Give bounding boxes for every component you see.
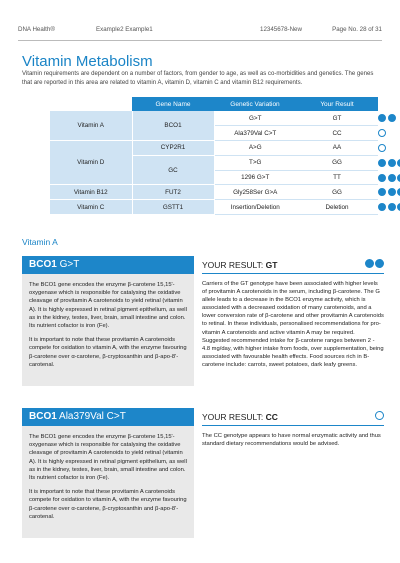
impact-dots	[378, 129, 386, 137]
col-header-gene-name: Gene Name	[132, 97, 214, 111]
table-row	[50, 185, 378, 200]
gene-summary-table: Gene Name Genetic Variation Your Result Gene Impact Vitamin A BCO1 G>T GT Ala379Val C>T CC Vitamin D CYP2R1 A>G AA GC T>G GG 1296 G>T TT Vitamin B12 FUT2 Gly258Ser G>A GG Vitamin C GSTT1 Insertion/Deletion Deletion	[50, 97, 378, 215]
vitamin-name-cell: Vitamin D	[50, 141, 132, 185]
genetic-variation-cell: 1296 G>T	[214, 170, 296, 185]
impact-dots	[378, 144, 386, 152]
result-cell: AA	[296, 141, 378, 156]
gene-name-cell: GSTT1	[132, 200, 214, 215]
result-cell: Deletion	[296, 200, 378, 215]
gene-bar	[22, 408, 194, 426]
genetic-variation-cell: Gly258Ser G>A	[214, 185, 296, 200]
gene-description	[22, 426, 194, 528]
gene-description-paragraph: The BCO1 gene encodes the enzyme β-carotene 15,15'-oxygenase which is responsible for catalysing the oxidative cleavage of provitamin A carotenoids to yield retinal (vitamin A). It is highly expressed in retinal pigment epithelium, as well as in the kidney, testes, liver, brain, small intestine and colon. Its nutrient cofactor is iron (Fe).	[29, 434, 187, 482]
result-panel	[202, 408, 384, 448]
result-genotype: GT	[265, 260, 278, 270]
impact-dot-icon	[378, 144, 386, 152]
impact-dot-icon	[375, 411, 384, 420]
result-cell: GG	[296, 185, 378, 200]
vitamin-name-cell: Vitamin B12	[50, 185, 132, 200]
gene-description-paragraph: It is important to note that these provitamin A carotenoids compete for oxidation to vitamin A, with the enzyme favouring β-carotene over α-carotene, β-cryptoxanthin and β-apo-8'-carotenal.	[29, 337, 187, 368]
impact-dots	[375, 411, 384, 420]
genetic-variation-cell: A>G	[214, 141, 296, 156]
impact-dots	[365, 259, 385, 268]
result-cell: TT	[296, 170, 378, 185]
gene-name-cell: GC	[132, 155, 214, 185]
result-bar	[202, 408, 384, 426]
gene-name: BCO1	[29, 259, 57, 270]
gene-description-panel	[22, 256, 194, 386]
gene-description-paragraph: It is important to note that these provitamin A carotenoids compete for oxidation to vitamin A, with the enzyme favouring β-carotene over α-carotene, β-cryptoxanthin and β-apo-8'-carotenal.	[29, 489, 187, 520]
impact-dots	[378, 203, 400, 211]
impact-dot-icon	[375, 259, 384, 268]
gene-name-cell: BCO1	[132, 111, 214, 141]
header-divider	[18, 40, 382, 41]
result-genotype: CC	[265, 412, 278, 422]
impact-dots	[378, 174, 400, 182]
impact-dot-icon	[388, 188, 396, 196]
result-cell: CC	[296, 126, 378, 141]
col-header-genetic-variation: Genetic Variation	[214, 97, 296, 111]
section-title: Vitamin A	[22, 237, 58, 247]
impact-dot-icon	[378, 174, 386, 182]
impact-dot-icon	[365, 259, 374, 268]
table-row	[50, 111, 378, 126]
impact-dot-icon	[378, 129, 386, 137]
result-bar	[202, 256, 384, 274]
impact-dot-icon	[388, 159, 396, 167]
gene-description	[22, 274, 194, 376]
gene-variation: G>T	[59, 259, 80, 270]
intro-text: Vitamin requirements are dependent on a number of factors, from gender to age, as well as co-morbidities and genetics. The genes that are reported in this area are related to vitamin A, vitamin D, vitamin C and vitamin B12 requirements.	[22, 71, 374, 86]
result-cell: GG	[296, 155, 378, 170]
result-interpretation: The CC genotype appears to have normal enzymatic activity and thus standard dietary recommendations would be advised.	[202, 433, 381, 448]
genetic-variation-cell: Insertion/Deletion	[214, 200, 296, 215]
impact-dot-icon	[388, 203, 396, 211]
sample-id: 12345678-New	[260, 26, 302, 33]
impact-dot-icon	[388, 114, 396, 122]
col-header-your-result: Your Result	[296, 97, 378, 111]
vitamin-name-cell: Vitamin A	[50, 111, 132, 141]
page-number: Page No. 28 of 31	[332, 26, 382, 33]
result-label: YOUR RESULT: GT	[202, 260, 278, 270]
result-panel	[202, 256, 384, 369]
impact-dot-icon	[388, 174, 396, 182]
result-interpretation: Carriers of the GT genotype have been associated with higher levels of provitamin A carotenoids in the serum, including β-carotene. The G allele leads to a decrease in the BCO1 enzyme activity, which is associated with a decreased oxidation of many carotenoids, and a lower conversion rate of β-carotene and other provitamin A carotenoids to retinal. In these individuals, personalised recommendations for pro-vitamin A carotenoids and active vitamin A may be required. Suggested recommended intake for β-carotene ranges between 2 - 4.8 mg/day, with higher intake from foods, over supplementation, being associated with favourable health effects. Food sources rich in B-carotene include: carrots, sweet potatoes, dark leafy greens.	[202, 281, 384, 368]
impact-dot-icon	[378, 159, 386, 167]
gene-description-paragraph: The BCO1 gene encodes the enzyme β-carotene 15,15'-oxygenase which is responsible for catalysing the oxidative cleavage of provitamin A carotenoids to yield retinal (vitamin A). It is highly expressed in retinal pigment epithelium, as well as in the kidney, testes, liver, brain, small intestine and colon. Its nutrient cofactor is iron (Fe).	[29, 282, 187, 330]
impact-dot-icon	[378, 203, 386, 211]
brand-name: DNA Health®	[18, 26, 55, 33]
impact-dot-icon	[378, 114, 386, 122]
genetic-variation-cell: G>T	[214, 111, 296, 126]
result-label: YOUR RESULT: CC	[202, 412, 278, 422]
patient-name: Example2 Example1	[96, 26, 153, 33]
gene-name-cell: FUT2	[132, 185, 214, 200]
genetic-variation-cell: Ala379Val C>T	[214, 126, 296, 141]
page-title: Vitamin Metabolism	[22, 53, 153, 70]
gene-name-cell: CYP2R1	[132, 141, 214, 156]
table-row	[50, 141, 378, 156]
gene-description-panel	[22, 408, 194, 538]
result-cell: GT	[296, 111, 378, 126]
gene-name: BCO1	[29, 411, 57, 422]
genetic-variation-cell: T>G	[214, 155, 296, 170]
gene-bar	[22, 256, 194, 274]
page-header	[18, 24, 382, 38]
table-row	[50, 200, 378, 215]
impact-dots	[378, 188, 400, 196]
gene-variation: Ala379Val C>T	[59, 411, 126, 422]
impact-dots	[378, 114, 396, 122]
impact-dots	[378, 159, 400, 167]
vitamin-name-cell: Vitamin C	[50, 200, 132, 215]
impact-dot-icon	[378, 188, 386, 196]
